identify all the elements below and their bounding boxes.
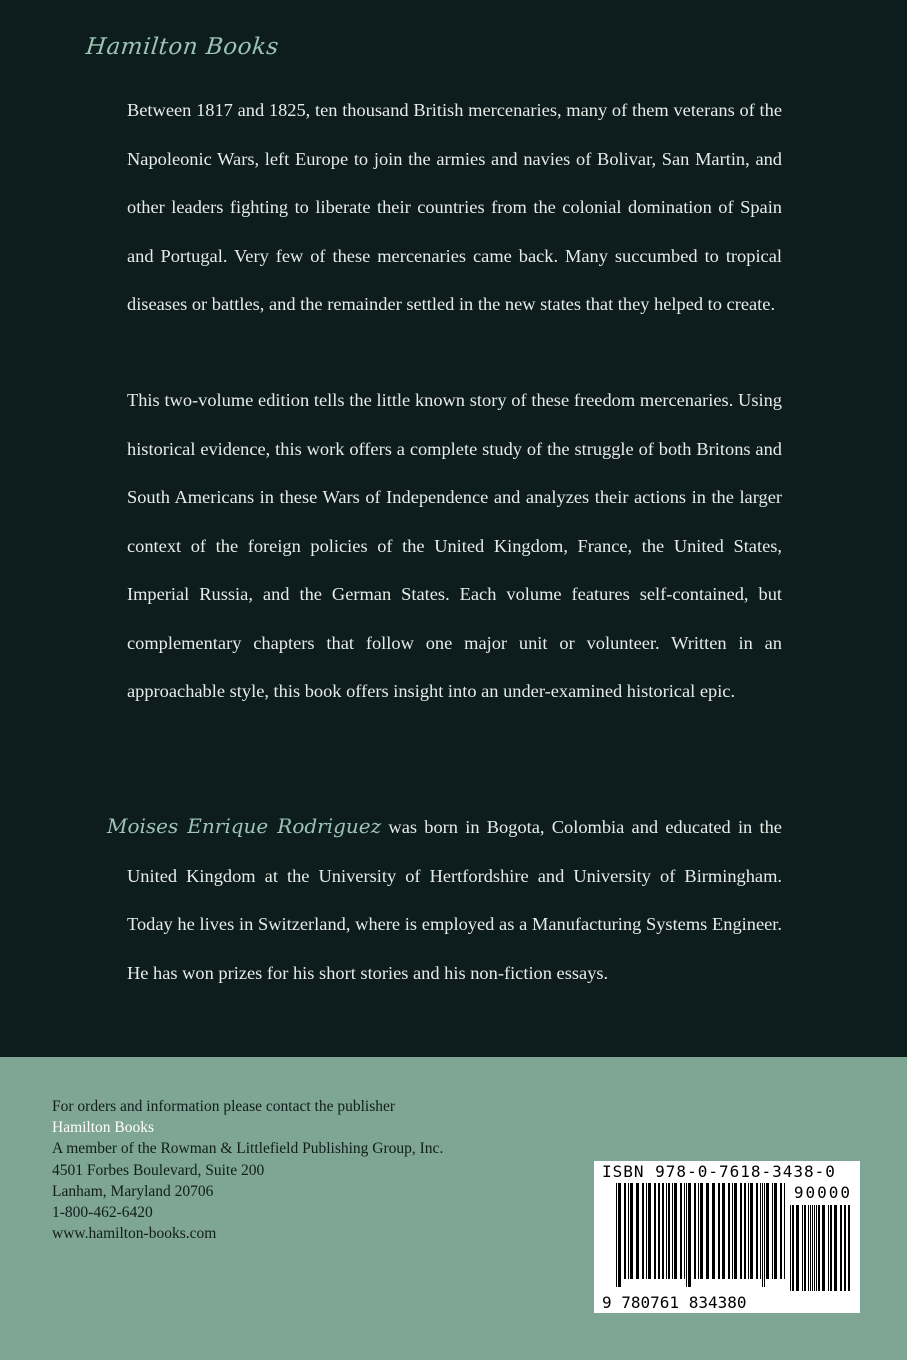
barcode-bar	[772, 1183, 773, 1279]
contact-publisher: Hamilton Books	[52, 1119, 155, 1137]
barcode-bar	[766, 1183, 769, 1279]
contact-phone: 1-800-462-6420	[52, 1204, 153, 1222]
addon-digits: 90000	[793, 1183, 852, 1202]
barcode-bar	[668, 1183, 670, 1279]
barcode-bar	[744, 1183, 746, 1279]
barcode-bar	[814, 1205, 815, 1291]
barcode-bar	[774, 1183, 777, 1279]
barcode-bar	[666, 1183, 667, 1279]
barcode-bar	[688, 1183, 691, 1287]
barcode-bar	[840, 1205, 842, 1291]
isbn-barcode	[594, 1161, 860, 1313]
author-bio-paragraph	[107, 802, 782, 997]
barcode-bar	[642, 1183, 644, 1279]
barcode-bar	[630, 1183, 633, 1279]
barcode-bar	[802, 1205, 803, 1291]
barcode-bar	[764, 1183, 765, 1287]
barcode-bar	[808, 1205, 809, 1291]
isbn-text: ISBN 978-0-7618-3438-0	[602, 1162, 836, 1181]
barcode-bar	[834, 1205, 837, 1291]
barcode-bar	[734, 1183, 737, 1279]
contact-address-line-2: Lanham, Maryland 20706	[52, 1182, 214, 1200]
barcode-bar	[706, 1183, 709, 1279]
barcode-bar	[662, 1183, 664, 1279]
barcode-bar	[628, 1183, 629, 1279]
barcode-bar	[790, 1205, 791, 1291]
barcode-bar	[750, 1183, 753, 1279]
barcode-bar	[700, 1183, 703, 1279]
description-paragraph-1: Between 1817 and 1825, ten thousand British mercenaries, many of them veterans of the Napoleonic Wars, left Europe to join the armies and navies of Bolivar, San Martin, and other leaders fighting to liberate their countries from the colonial domination of Spain and Portugal. Very few of these mercenaries came back. Many succumbed to tropical diseases or battles, and the remainder settled in the new states that they helped to create.	[127, 100, 782, 314]
barcode-bar	[818, 1205, 820, 1291]
barcode-bar	[646, 1183, 647, 1279]
barcode-bar	[796, 1205, 799, 1291]
contact-member: A member of the Rowman & Littlefield Publishing Group, Inc.	[52, 1140, 444, 1158]
barcode-bar	[748, 1183, 749, 1279]
barcode-bar	[740, 1183, 742, 1279]
barcode-bar	[694, 1183, 696, 1279]
description-paragraph-2: This two-volume edition tells the little known story of these freedom mercenaries. Using historical evidence, this work offers a complete study of the struggle of both Britons and South Americans in these Wars of Independence and analyzes their actions in the larger context of the foreign policies of the United Kingdom, France, the United States, Imperial Russia, and the German States. Each volume features self-contained, but complementary chapters that follow one major unit or volunteer. Written in an approachable style, this book offers insight into an under-examined historical epic.	[127, 390, 782, 701]
barcode-bar	[654, 1183, 656, 1279]
contact-website: www.hamilton-books.com	[52, 1225, 217, 1243]
addon-barcode-bars	[790, 1205, 852, 1291]
ean-barcode-bars	[616, 1183, 788, 1291]
barcode-bar	[618, 1183, 621, 1287]
barcode-bar	[728, 1183, 730, 1279]
contact-intro: For orders and information please contact the publisher	[52, 1098, 396, 1115]
barcode-bar	[784, 1183, 785, 1279]
barcode-bar	[828, 1205, 829, 1291]
barcode-bar	[648, 1183, 651, 1279]
barcode-bar	[636, 1183, 639, 1279]
barcode-bar	[718, 1183, 720, 1279]
barcode-bar	[616, 1183, 617, 1287]
author-name: Moises Enrique Rodriguez	[107, 814, 382, 838]
barcode-bar	[756, 1183, 758, 1279]
barcode-bar	[698, 1183, 699, 1279]
barcode-bar	[762, 1183, 763, 1287]
barcode-bar	[844, 1205, 846, 1291]
barcode-bar	[792, 1205, 794, 1291]
barcode-bar	[812, 1205, 813, 1291]
barcode-bar	[680, 1183, 682, 1279]
barcode-bar	[848, 1205, 850, 1291]
author-bio: was born in Bogota, Colombia and educated in the United Kingdom at the University of Hertfordshire and University of Birmingham. Today he lives in Switzerland, where is employed as a Manufacturing Systems Engineer. He has won prizes for his short stories and his non-fiction essays.	[127, 817, 782, 983]
barcode-bar	[804, 1205, 806, 1291]
barcode-bar	[684, 1183, 685, 1279]
barcode-bar	[686, 1183, 687, 1287]
barcode-bar	[658, 1183, 660, 1279]
barcode-bar	[732, 1183, 733, 1279]
barcode-bar	[712, 1183, 715, 1279]
barcode-bar	[816, 1205, 817, 1291]
ean-digits: 9 780761 834380	[602, 1293, 747, 1312]
barcode-bar	[822, 1205, 825, 1291]
publisher-contact	[52, 1096, 552, 1244]
imprint-logo: Hamilton Books	[84, 34, 281, 60]
barcode-bar	[624, 1183, 626, 1279]
barcode-bar	[810, 1205, 811, 1291]
barcode-bar	[760, 1183, 761, 1279]
barcode-bar	[830, 1205, 832, 1291]
contact-address-line-1: 4501 Forbes Boulevard, Suite 200	[52, 1161, 265, 1179]
barcode-bar	[674, 1183, 677, 1279]
barcode-bar	[672, 1183, 673, 1279]
barcode-bar	[780, 1183, 782, 1279]
barcode-bar	[722, 1183, 725, 1279]
